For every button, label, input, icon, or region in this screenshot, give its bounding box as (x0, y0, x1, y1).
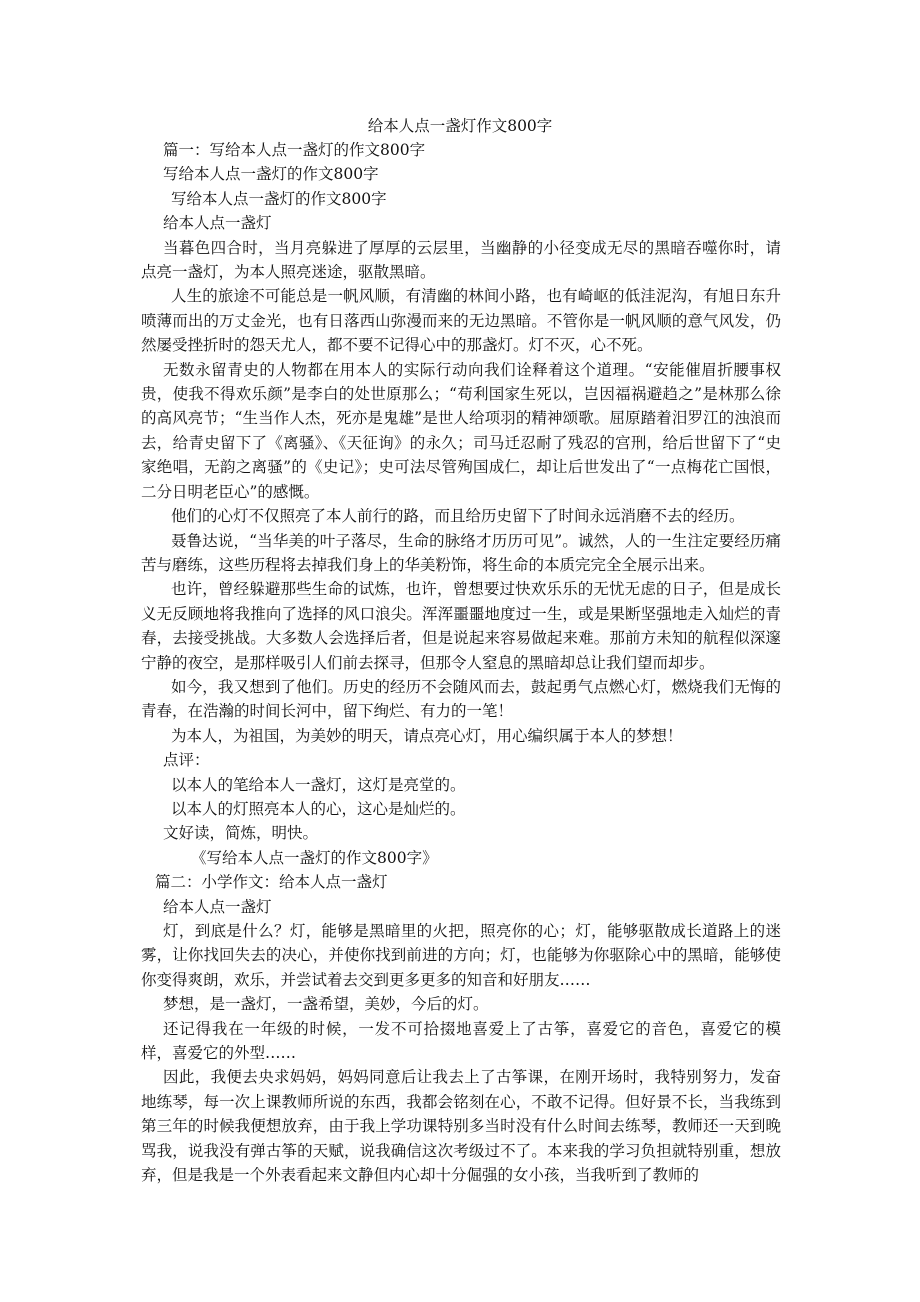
part1-paragraph: 当暮色四合时，当月亮躲进了厚厚的云层里，当幽静的小径变成无尽的黑暗吞噬你时，请点亮一盏灯，为本人照亮迷途，驱散黑暗。 (141, 238, 781, 282)
source-line: 《写给本人点一盏灯的作文800字》 (191, 848, 438, 867)
document-title: 给本人点一盏灯作文800字 (367, 117, 553, 135)
part2-paragraph: 梦想，是一盏灯，一盏希望，美妙，今后的灯。 (163, 995, 489, 1014)
part1-paragraph: 他们的心灯不仅照亮了本人前行的路，而且给历史留下了时间永远消磨不去的经历。 (171, 507, 745, 526)
part1-paragraph: 人生的旅途不可能总是一帆风顺，有清幽的林间小路，也有崎岖的低洼泥沟，有旭日东升喷薄而出的万丈金光，也有日落西山弥漫而来的无边黑暗。不管你是一帆风顺的意气风发，仍然屡受挫折时的怨天尤人，都不要不记得心中的那盏灯。灯不灭，心不死。 (141, 287, 781, 355)
document-body (141, 138, 781, 1187)
part1-subheading: 写给本人点一盏灯的作文800字 (163, 165, 379, 184)
comment-line: 以本人的灯照亮本人的心，这心是灿烂的。 (171, 799, 466, 818)
comment-label: 点评： (163, 751, 210, 770)
part1-paragraph: 也许，曾经躲避那些生命的试炼，也许，曾想要过快欢乐乐的无忧无虑的日子，但是成长义无反顾地将我推向了选择的风口浪尖。浑浑噩噩地度过一生，或是果断坚强地走入灿烂的青春，去接受挑战。大多数人会选择后者，但是说起来容易做起来难。那前方未知的航程似深邃宁静的夜空，是那样吸引人们前去探寻，但那令人窒息的黑暗却总让我们望而却步。 (141, 580, 781, 672)
comment-line: 文好读，简炼，明快。 (163, 824, 319, 843)
part1-paragraph: 无数永留青史的人物都在用本人的实际行动向我们诠释着这个道理。“安能催眉折腰事权贵，使我不得欢乐颜”是李白的处世原那么；“苟利国家生死以，岂因福祸避趋之”是林那么徐的高风亮节；“生当作人杰，死亦是鬼雄”是世人给项羽的精神颂歌。屈原踏着汨罗江的浊浪而去，给青史留下了《离骚》、《天征询》的永久；司马迁忍耐了残忍的宫刑，给后世留下了“史家绝唱，无韵之离骚”的《史记》；史可法尽管殉国成仁，却让后世发出了“一点梅花亡国恨，二分日明老臣心”的感慨。 (141, 360, 781, 501)
part1-paragraph: 聂鲁达说，“当华美的叶子落尽，生命的脉络才历历可见”。诚然，人的一生注定要经历痛苦与磨练，这些历程将去掉我们身上的华美粉饰，将生命的本质完完全全展示出来。 (141, 531, 781, 574)
part1-paragraph: 如今，我又想到了他们。历史的经历不会随风而去，鼓起勇气点燃心灯，燃烧我们无悔的青春，在浩瀚的时间长河中，留下绚烂、有力的一笔！ (141, 677, 781, 721)
part1-paragraph: 为本人，为祖国，为美妙的明天，请点亮心灯，用心编织属于本人的梦想！ (171, 726, 683, 745)
part2-paragraph: 灯，到底是什么？灯，能够是黑暗里的火把，照亮你的心；灯，能够驱散成长道路上的迷雾，让你找回失去的决心，并使你找到前进的方向；灯，也能够为你驱除心中的黑暗，能够使你变得爽朗，欢乐，并尝试着去交到更多更多的知音和好朋友…… (141, 922, 781, 989)
part2-paragraph: 因此，我便去央求妈妈，妈妈同意后让我去上了古筝课，在刚开场时，我特别努力，发奋地练琴，每一次上课教师所说的东西，我都会铭刻在心，不敢不记得。但好景不长，当我练到第三年的时候我便想放弃，由于我上学功课特别多当时没有什么时间去练琴，教师还一天到晚骂我，说我没有弹古筝的天赋，说我确信这次考级过不了。本来我的学习负担就特别重，想放弃，但是我是一个外表看起来文静但内心却十分倔强的女小孩，当我听到了教师的 (141, 1068, 781, 1185)
part2-paragraph: 还记得我在一年级的时候，一发不可拾掇地喜爱上了古筝，喜爱它的音色，喜爱它的模样，喜爱它的外型…… (141, 1019, 781, 1063)
part2-essay-title: 给本人点一盏灯 (163, 897, 272, 916)
part1-heading: 篇一：写给本人点一盏灯的作文800字 (163, 141, 426, 159)
comment-line: 以本人的笔给本人一盏灯，这灯是亮堂的。 (171, 775, 466, 794)
part1-essay-title: 给本人点一盏灯 (163, 214, 272, 233)
part2-heading: 篇二：小学作文：给本人点一盏灯 (155, 873, 388, 892)
part1-subheading-repeat: 写给本人点一盏灯的作文800字 (171, 189, 387, 208)
